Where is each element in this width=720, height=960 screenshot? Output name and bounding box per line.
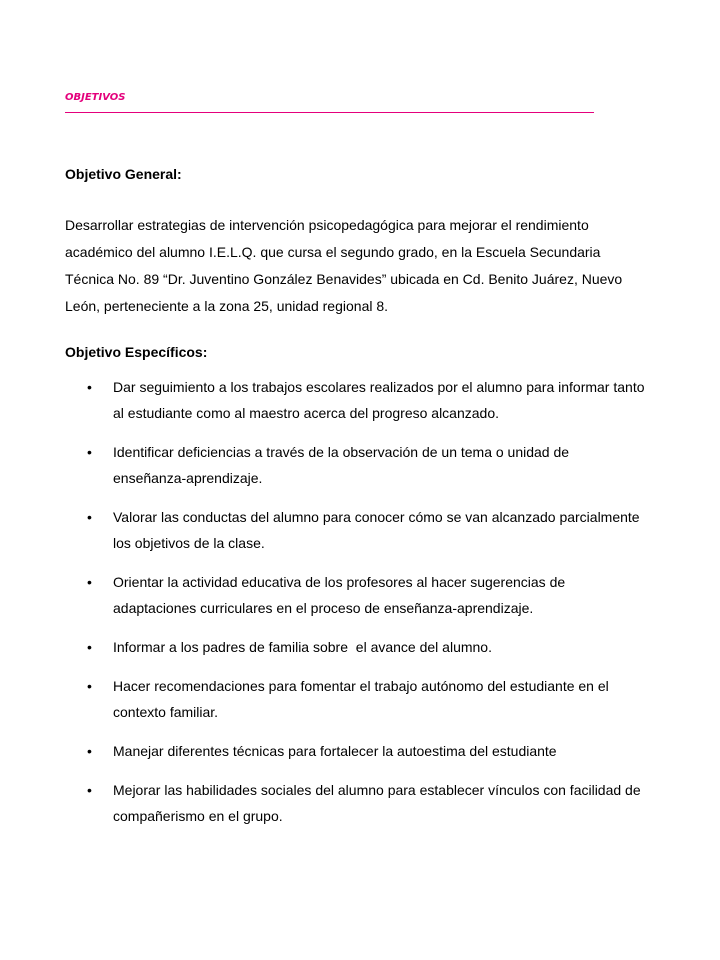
list-item bbox=[65, 374, 645, 426]
bullet-dot-icon: • bbox=[87, 782, 92, 798]
list-item-text: Hacer recomendaciones para fomentar el trabajo autónomo del estudiante en el contexto familiar. bbox=[113, 678, 609, 720]
bullet-dot-icon: • bbox=[87, 743, 92, 759]
bullet-dot-icon: • bbox=[87, 574, 92, 590]
header-divider bbox=[65, 112, 594, 113]
list-item bbox=[65, 504, 645, 556]
list-item-text: Identificar deficiencias a través de la observación de un tema o unidad de enseñanza-aprendizaje. bbox=[113, 444, 570, 486]
general-objective-heading: Objetivo General: bbox=[65, 166, 182, 182]
specific-objectives-heading: Objetivo Específicos: bbox=[65, 344, 208, 360]
bullet-dot-icon: • bbox=[87, 678, 92, 694]
list-item-text: Orientar la actividad educativa de los profesores al hacer sugerencias de adaptaciones curriculares en el proceso de enseñanza-aprendizaje. bbox=[113, 574, 566, 616]
list-item-text: Mejorar las habilidades sociales del alumno para establecer vínculos con facilidad de compañerismo en el grupo. bbox=[113, 782, 641, 824]
bullet-dot-icon: • bbox=[87, 444, 92, 460]
list-item bbox=[65, 634, 645, 660]
list-item bbox=[65, 439, 645, 491]
list-item-text: Valorar las conductas del alumno para conocer cómo se van alcanzado parcialmente los objetivos de la clase. bbox=[113, 509, 640, 551]
list-item-text: Informar a los padres de familia sobre el avance del alumno. bbox=[113, 639, 492, 655]
specific-objectives-list bbox=[65, 374, 645, 842]
list-item bbox=[65, 777, 645, 829]
general-objective-text: Desarrollar estrategias de intervención psicopedagógica para mejorar el rendimiento académico del alumno I.E.L.Q. que cursa el segundo grado, en la Escuela Secundaria Técnica No. 89 “Dr. Juventino González Benavides” ubicada en Cd. Benito Juárez, Nuevo León, perteneciente a la zona 25, unidad regional 8. bbox=[65, 217, 623, 314]
list-item bbox=[65, 738, 645, 764]
bullet-dot-icon: • bbox=[87, 509, 92, 525]
page-title: OBJETIVOS bbox=[65, 92, 126, 103]
bullet-dot-icon: • bbox=[87, 639, 92, 655]
bullet-dot-icon: • bbox=[87, 379, 92, 395]
list-item-text: Dar seguimiento a los trabajos escolares realizados por el alumno para informar tanto al estudiante como al maestro acerca del progreso alcanzado. bbox=[113, 379, 645, 421]
list-item-text: Manejar diferentes técnicas para fortalecer la autoestima del estudiante bbox=[113, 743, 557, 759]
list-item bbox=[65, 673, 645, 725]
list-item bbox=[65, 569, 645, 621]
